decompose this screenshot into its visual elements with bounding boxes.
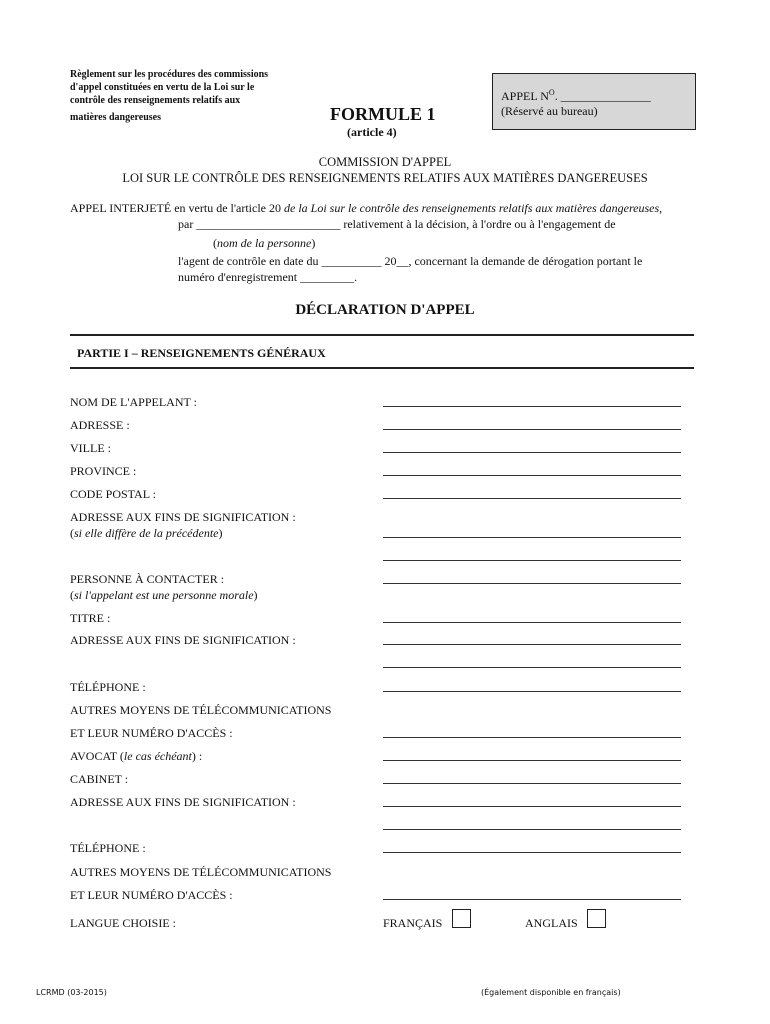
act-title: LOI SUR LE CONTRÔLE DES RENSEIGNEMENTS RELATIFS AUX MATIÈRES DANGEREUSES: [122, 171, 648, 185]
regulation-line: matières dangereuses: [70, 112, 162, 123]
commission-title: COMMISSION D'APPEL: [318, 155, 452, 169]
address-label: ADRESSE :: [70, 418, 130, 432]
firm-field[interactable]: [383, 783, 681, 784]
declaration-title: DÉCLARATION D'APPEL: [295, 302, 475, 318]
title-field[interactable]: [383, 622, 681, 623]
intro-line-1: APPEL INTERJETÉ en vertu de l'article 20 de la Loi sur le contrôle des renseignements relatifs aux matières dangereuses,: [70, 201, 663, 215]
regulation-line: Règlement sur les procédures des commissions: [70, 69, 269, 80]
appeal-number-label: APPEL N: [501, 89, 549, 103]
form-title: FORMULE 1: [330, 104, 436, 124]
intro-line-2[interactable]: par ________________________ relativement à la décision, à l'ordre ou à l'engagement de: [178, 217, 616, 231]
service-address-label: ADRESSE AUX FINS DE SIGNIFICATION :: [70, 510, 296, 524]
postal-code-label: CODE POSTAL :: [70, 487, 156, 501]
province-field[interactable]: [383, 475, 681, 476]
service-address-field-2[interactable]: [383, 560, 681, 561]
phone-field[interactable]: [383, 691, 681, 692]
regulation-line: d'appel constituées en vertu de la Loi sur le: [70, 82, 255, 93]
form-code: LCRMD (03-2015): [36, 988, 107, 997]
postal-code-field[interactable]: [383, 498, 681, 499]
access-number-field[interactable]: [383, 737, 681, 738]
appeal-number-line: [501, 88, 651, 104]
lawyer-label: AVOCAT (le cas échéant) :: [70, 749, 203, 763]
part-divider-top: [70, 334, 694, 336]
english-option-label: ANGLAIS: [525, 916, 578, 930]
language-label: LANGUE CHOISIE :: [70, 916, 176, 930]
appeal-number-field[interactable]: . _______________: [554, 89, 651, 103]
lawyer-access-number-label: ET LEUR NUMÉRO D'ACCÈS :: [70, 888, 233, 902]
regulation-line: contrôle des renseignements relatifs aux: [70, 95, 241, 106]
french-option-label: FRANÇAIS: [383, 916, 443, 930]
lawyer-phone-label: TÉLÉPHONE :: [70, 841, 146, 855]
french-checkbox[interactable]: [452, 909, 471, 928]
lawyer-service-address-field-2[interactable]: [383, 829, 681, 830]
english-checkbox[interactable]: [587, 909, 606, 928]
contact-person-note: (si l'appelant est une personne morale): [70, 588, 258, 602]
part1-title: PARTIE I – RENSEIGNEMENTS GÉNÉRAUX: [77, 346, 326, 360]
reserved-note: (Réservé au bureau): [501, 104, 598, 118]
phone-label: TÉLÉPHONE :: [70, 680, 146, 694]
city-field[interactable]: [383, 452, 681, 453]
availability-note: (Également disponible en français): [481, 988, 621, 997]
address-field[interactable]: [383, 429, 681, 430]
lawyer-access-number-field[interactable]: [383, 899, 681, 900]
appellant-name-label: NOM DE L'APPELANT :: [70, 395, 197, 409]
intro-line-3[interactable]: l'agent de contrôle en date du __________ 20__, concernant la demande de dérogation portant le: [178, 254, 643, 268]
service-address-note: (si elle diffère de la précédente): [70, 526, 223, 540]
appellant-name-field[interactable]: [383, 406, 681, 407]
contact-person-label: PERSONNE À CONTACTER :: [70, 572, 225, 586]
lawyer-service-address-field-1[interactable]: [383, 806, 681, 807]
firm-label: CABINET :: [70, 772, 129, 786]
contact-service-address-field-2[interactable]: [383, 667, 681, 668]
regulation-reference: [70, 68, 310, 124]
title-label: TITRE :: [70, 611, 111, 625]
contact-service-address-field-1[interactable]: [383, 644, 681, 645]
lawyer-field[interactable]: [383, 760, 681, 761]
appeal-number-sup: O: [548, 88, 555, 97]
access-number-label: ET LEUR NUMÉRO D'ACCÈS :: [70, 726, 233, 740]
other-telecom-label: AUTRES MOYENS DE TÉLÉCOMMUNICATIONS: [70, 703, 332, 717]
contact-service-address-label: ADRESSE AUX FINS DE SIGNIFICATION :: [70, 633, 296, 647]
province-label: PROVINCE :: [70, 464, 137, 478]
part-divider-bottom: [70, 367, 694, 369]
city-label: VILLE :: [70, 441, 111, 455]
lawyer-phone-field[interactable]: [383, 852, 681, 853]
form-article: (article 4): [347, 125, 397, 139]
lawyer-other-telecom-label: AUTRES MOYENS DE TÉLÉCOMMUNICATIONS: [70, 865, 332, 879]
intro-person-note: (nom de la personne): [213, 236, 316, 250]
appeal-number-box: [492, 73, 696, 130]
lawyer-service-address-label: ADRESSE AUX FINS DE SIGNIFICATION :: [70, 795, 296, 809]
intro-line-4[interactable]: numéro d'enregistrement _________.: [178, 270, 358, 284]
contact-person-field[interactable]: [383, 583, 681, 584]
service-address-field-1[interactable]: [383, 537, 681, 538]
